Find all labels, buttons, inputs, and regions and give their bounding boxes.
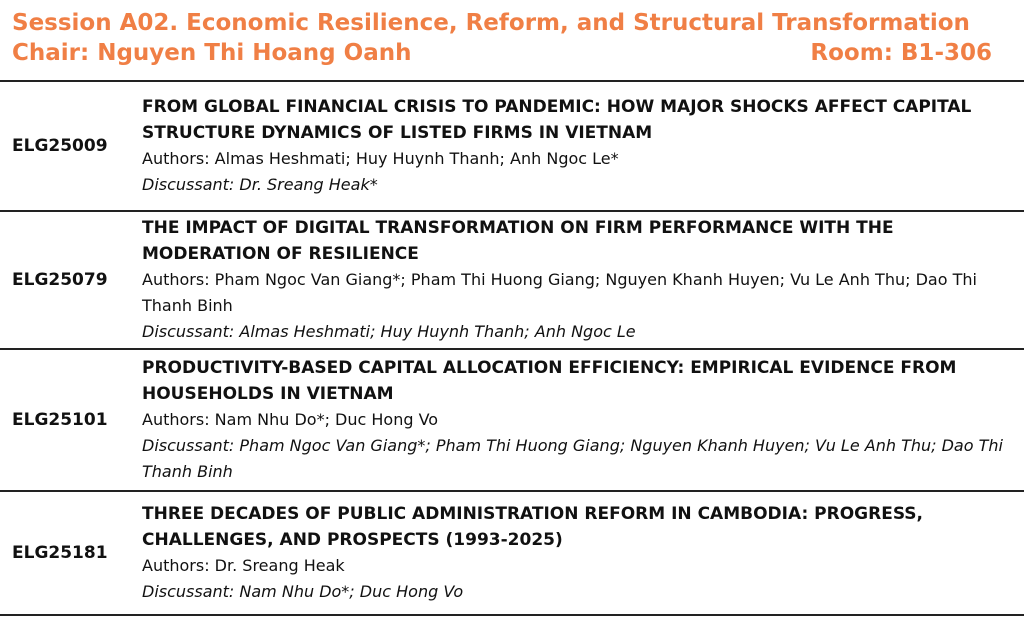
paper-title: PRODUCTIVITY-BASED CAPITAL ALLOCATION EFFICIENCY: EMPIRICAL EVIDENCE FROM HOUSEHOLDS IN VIETNAM bbox=[142, 358, 957, 404]
paper-row bbox=[0, 82, 1024, 212]
paper-code: ELG25079 bbox=[12, 270, 108, 290]
paper-details bbox=[142, 88, 1024, 204]
paper-details bbox=[142, 495, 1024, 611]
paper-title: THE IMPACT OF DIGITAL TRANSFORMATION ON FIRM PERFORMANCE WITH THE MODERATION OF RESILIENCE bbox=[142, 218, 894, 264]
paper-discussant: Discussant: Pham Ngoc Van Giang*; Pham Thi Huong Giang; Nguyen Khanh Huyen; Vu Le Anh Thu; Dao Thi Thanh Binh bbox=[142, 436, 1003, 481]
paper-code: ELG25101 bbox=[12, 410, 108, 430]
chair-room-row bbox=[12, 38, 992, 68]
paper-row bbox=[0, 492, 1024, 616]
paper-discussant: Discussant: Dr. Sreang Heak* bbox=[142, 175, 378, 194]
session-title-row bbox=[12, 8, 992, 38]
session-chair: Chair: Nguyen Thi Hoang Oanh bbox=[12, 40, 412, 66]
session-title: Session A02. Economic Resilience, Reform, and Structural Transformation bbox=[12, 10, 970, 36]
paper-discussant: Discussant: Almas Heshmati; Huy Huynh Thanh; Anh Ngoc Le bbox=[142, 322, 636, 341]
paper-code: ELG25181 bbox=[12, 543, 108, 563]
papers-table bbox=[0, 80, 1024, 616]
paper-code: ELG25009 bbox=[12, 136, 108, 156]
paper-authors: Authors: Pham Ngoc Van Giang*; Pham Thi Huong Giang; Nguyen Khanh Huyen; Vu Le Anh Thu; Dao Thi Thanh Binh bbox=[142, 270, 977, 315]
paper-authors: Authors: Nam Nhu Do*; Duc Hong Vo bbox=[142, 410, 439, 429]
paper-authors: Authors: Dr. Sreang Heak bbox=[142, 556, 345, 575]
paper-row bbox=[0, 212, 1024, 350]
paper-title: THREE DECADES OF PUBLIC ADMINISTRATION REFORM IN CAMBODIA: PROGRESS, CHALLENGES, AND PROSPECTS (1993-2025) bbox=[142, 504, 923, 550]
paper-title: FROM GLOBAL FINANCIAL CRISIS TO PANDEMIC: HOW MAJOR SHOCKS AFFECT CAPITAL STRUCTURE DYNAMICS OF LISTED FIRMS IN VIETNAM bbox=[142, 97, 972, 143]
paper-authors: Authors: Almas Heshmati; Huy Huynh Thanh; Anh Ngoc Le* bbox=[142, 149, 619, 168]
paper-details bbox=[142, 349, 1024, 491]
session-room: Room: B1-306 bbox=[810, 40, 992, 66]
session-header bbox=[12, 8, 992, 68]
paper-details bbox=[142, 209, 1024, 351]
paper-discussant: Discussant: Nam Nhu Do*; Duc Hong Vo bbox=[142, 582, 464, 601]
paper-row bbox=[0, 350, 1024, 492]
